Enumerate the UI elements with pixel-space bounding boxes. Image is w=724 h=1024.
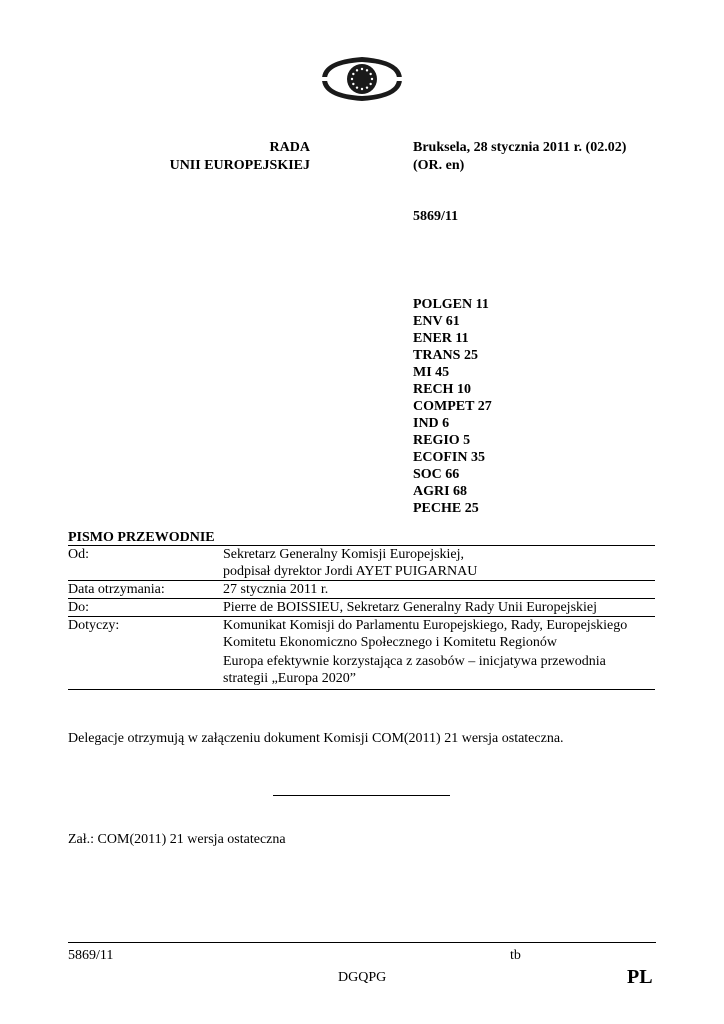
from-label: Od: [68,546,223,581]
received-value: 27 stycznia 2011 r. [223,581,655,599]
star-icon [361,68,363,70]
main-text: Delegacje otrzymują w załączeniu dokument Komisji COM(2011) 21 wersja ostateczna. [68,731,564,746]
star-icon [351,78,353,80]
code-item: ECOFIN 35 [413,450,485,465]
code-item: ENER 11 [413,331,469,346]
table-row [68,546,655,581]
table-row [68,617,655,690]
code-item: PECHE 25 [413,501,479,516]
code-item: REGIO 5 [413,433,471,448]
code-item: COMPET 27 [413,399,492,414]
code-item: POLGEN 11 [413,297,489,312]
classification-codes [413,296,492,517]
subject-line: Komitetu Ekonomiczno Społecznego i Komitetu Regionów [223,635,557,650]
subject-label: Dotyczy: [68,617,223,690]
code-item: ENV 61 [413,314,460,329]
star-icon [366,69,368,71]
footer-language: PL [627,966,653,988]
code-item: MI 45 [413,365,450,380]
star-icon [369,83,371,85]
council-name [170,139,310,175]
code-item: IND 6 [413,416,450,431]
code-item: RECH 10 [413,382,471,397]
from-value-line: Sekretarz Generalny Komisji Europejskiej, [223,547,465,562]
star-icon [371,78,373,80]
attachment-note: Zał.: COM(2011) 21 wersja ostateczna [68,832,286,847]
star-icon [352,83,354,85]
divider [273,795,450,796]
code-item: AGRI 68 [413,484,468,499]
star-icon [356,86,358,88]
date-line: Bruksela, 28 stycznia 2011 r. (02.02) [413,140,627,155]
star-icon [361,88,363,90]
from-value [223,546,655,581]
footer-initials: tb [510,948,521,963]
star-icon [366,86,368,88]
original-language: (OR. en) [413,158,465,173]
table-row [68,599,655,617]
code-item: TRANS 25 [413,348,478,363]
subject-line: Komunikat Komisji do Parlamentu Europejskiego, Rady, Europejskiego [223,618,628,633]
to-value: Pierre de BOISSIEU, Sekretarz Generalny Rady Unii Europejskiej [223,599,655,617]
council-line-2: UNII EUROPEJSKIEJ [169,158,310,173]
footer-dg: DGQPG [338,970,387,985]
star-icon [352,73,354,75]
document-number: 5869/11 [413,209,459,224]
subject-value [223,617,655,690]
eu-council-emblem-icon [318,54,406,104]
from-value-line: podpisał dyrektor Jordi AYET PUIGARNAU [223,564,478,579]
subject-line: strategii „Europa 2020” [223,671,356,686]
received-label: Data otrzymania: [68,581,223,599]
table-row [68,581,655,599]
star-icon [356,69,358,71]
date-block [413,139,626,175]
council-line-1: RADA [269,140,310,155]
footer-doc-number: 5869/11 [68,948,114,963]
star-icon [369,73,371,75]
cover-note-table [68,545,655,690]
code-item: SOC 66 [413,467,460,482]
cover-note-title: PISMO PRZEWODNIE [68,530,215,545]
to-label: Do: [68,599,223,617]
footer-divider [68,942,656,943]
subject-line: Europa efektywnie korzystająca z zasobów – inicjatywa przewodnia [223,654,606,669]
